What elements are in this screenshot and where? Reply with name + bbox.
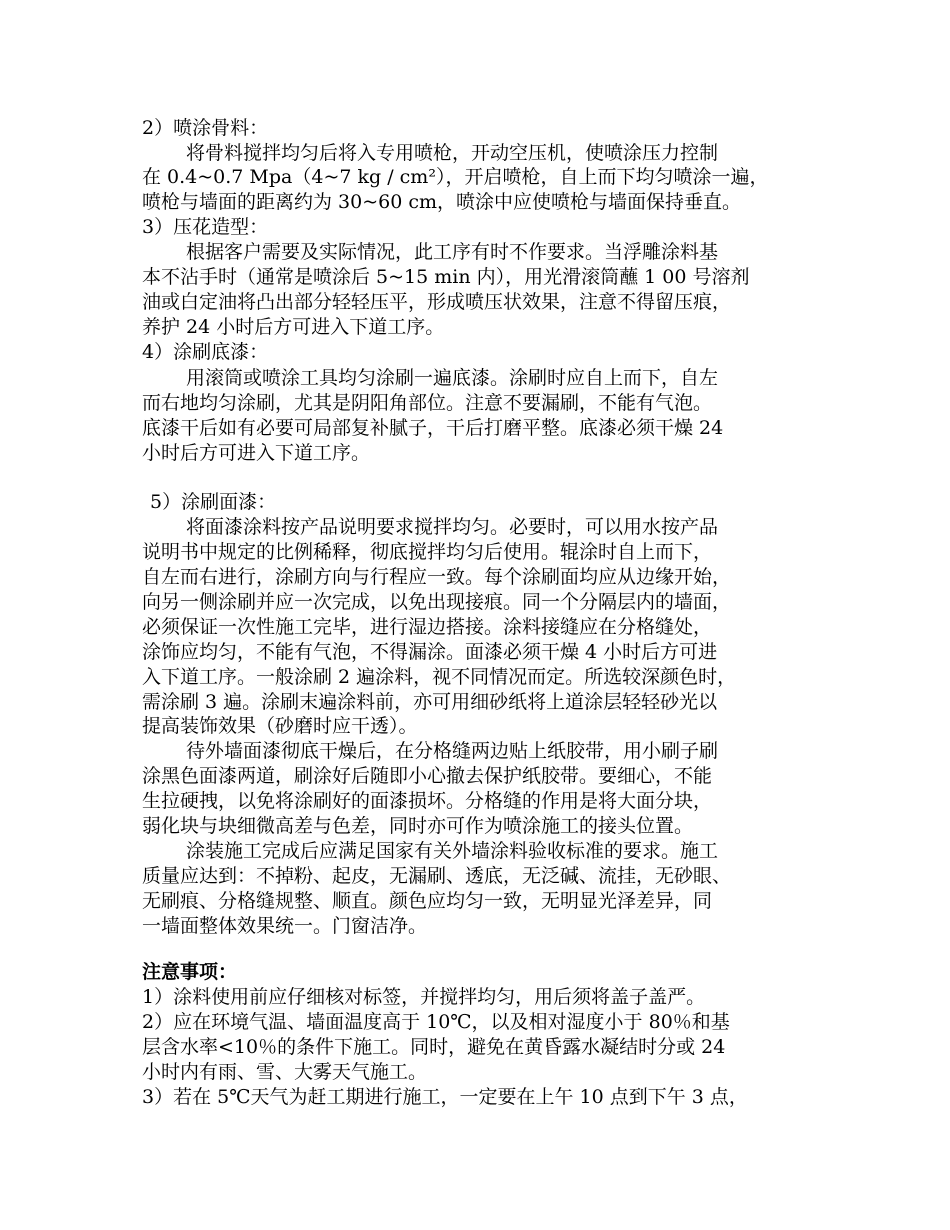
- step5-line: 一墙面整体效果统一。门窗洁净。: [142, 915, 428, 937]
- step5-line: 需涂刷 3 遍。涂刷末遍涂料前，亦可用细砂纸将上道涂层轻轻砂光以: [142, 691, 718, 713]
- step3-heading: 3）压花造型：: [142, 216, 269, 238]
- step4-line: 而右地均匀涂刷，尤其是阴阳角部位。注意不要漏刷，不能有气泡。: [142, 392, 713, 414]
- step5-line: 向另一侧涂刷并应一次完成，以免出现接痕。同一个分隔层内的墙面，: [142, 591, 732, 613]
- step3-line: 养护 24 小时后方可进入下道工序。: [142, 316, 445, 338]
- step4-line: 用滚筒或喷涂工具均匀涂刷一遍底漆。涂刷时应自上而下，自左: [186, 367, 719, 389]
- notes-line: 3）若在 5℃天气为赶工期进行施工，一定要在上午 10 点到下午 3 点，: [142, 1086, 748, 1108]
- step4-line: 底漆干后如有必要可局部复补腻子，干后打磨平整。底漆必须干燥 24: [142, 417, 724, 439]
- notes-heading: 注意事项：: [142, 961, 238, 983]
- step5-line: 生拉硬拽，以免将涂刷好的面漆损坏。分格缝的作用是将大面分块，: [142, 790, 713, 812]
- step5-line: 涂饰应均匀，不能有气泡，不得漏涂。面漆必须干燥 4 小时后方可进: [142, 641, 718, 663]
- step5-line: 自左而右进行，涂刷方向与行程应一致。每个涂刷面均应从边缘开始，: [142, 566, 732, 588]
- notes-line: 层含水率<10％的条件下施工。同时，避免在黄昏露水凝结时分或 24: [142, 1036, 726, 1058]
- step5-heading: 5）涂刷面漆：: [150, 491, 277, 513]
- step5-line: 提高装饰效果（砂磨时应干透）。: [142, 715, 418, 737]
- step5-line: 弱化块与块细微高差与色差，同时亦可作为喷涂施工的接头位置。: [142, 815, 694, 837]
- step3-line: 根据客户需要及实际情况，此工序有时不作要求。当浮雕涂料基: [186, 241, 719, 263]
- step2-line: 在 0.4~0.7 Mpa（4~7 kg / cm²），开启喷枪，自上而下均匀喷涂一遍，: [142, 166, 769, 188]
- step3-line: 本不沾手时（通常是喷涂后 5~15 min 内），用光滑滚筒蘸 1 00 号溶剂: [142, 266, 750, 288]
- step5-line: 待外墙面漆彻底干燥后，在分格缝两边贴上纸胶带，用小刷子刷: [186, 740, 719, 762]
- step2-line: 喷枪与墙面的距离约为 30~60 cm，喷涂中应使喷枪与墙面保持垂直。: [142, 191, 742, 213]
- step5-line: 无刷痕、分格缝规整、顺直。颜色应均匀一致，无明显光泽差异，同: [142, 890, 713, 912]
- step5-line: 涂黑色面漆两道，刷涂好后随即小心撤去保护纸胶带。要细心，不能: [142, 765, 713, 787]
- step3-line: 油或白定油将凸出部分轻轻压平，形成喷压状效果，注意不得留压痕，: [142, 291, 732, 313]
- step5-line: 质量应达到：不掉粉、起皮，无漏刷、透底，无泛碱、流挂，无砂眼、: [142, 865, 732, 887]
- step5-line: 入下道工序。一般涂刷 2 遍涂料，视不同情况而定。所选较深颜色时，: [142, 666, 737, 688]
- step5-line: 将面漆涂料按产品说明要求搅拌均匀。必要时，可以用水按产品: [186, 516, 719, 538]
- notes-line: 小时内有雨、雪、大雾天气施工。: [142, 1061, 428, 1083]
- step4-heading: 4）涂刷底漆：: [142, 341, 269, 363]
- step2-line: 将骨料搅拌均匀后将入专用喷枪，开动空压机，使喷涂压力控制: [186, 142, 719, 164]
- step5-line: 必须保证一次性施工完毕，进行湿边搭接。涂料接缝应在分格缝处，: [142, 616, 713, 638]
- step5-line: 说明书中规定的比例稀释，彻底搅拌均匀后使用。辊涂时自上而下，: [142, 541, 713, 563]
- step4-line: 小时后方可进入下道工序。: [142, 442, 371, 464]
- step2-heading: 2）喷涂骨料：: [142, 117, 269, 139]
- notes-line: 2）应在环境气温、墙面温度高于 10℃，以及相对湿度小于 80％和基: [142, 1011, 730, 1033]
- notes-line: 1）涂料使用前应仔细核对标签，并搅拌均匀，用后须将盖子盖严。: [142, 986, 706, 1008]
- step5-line: 涂装施工完成后应满足国家有关外墙涂料验收标准的要求。施工: [186, 840, 719, 862]
